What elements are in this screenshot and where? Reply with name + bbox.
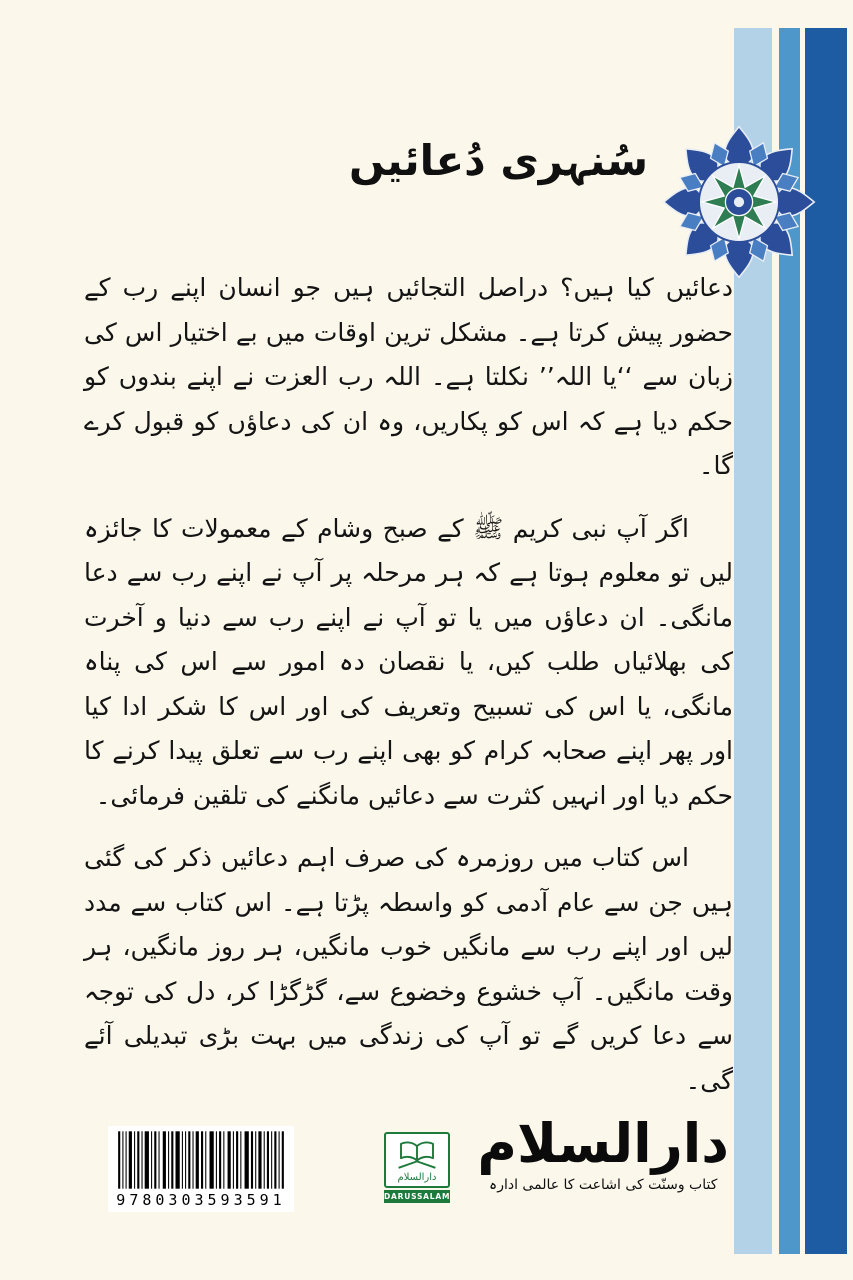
publisher-emblem xyxy=(384,1132,450,1203)
isbn-number: 9780303593591 xyxy=(116,1191,286,1209)
islamic-star-medallion-icon xyxy=(659,122,819,282)
publisher-block xyxy=(477,1114,729,1193)
publisher-emblem-bar xyxy=(384,1190,450,1203)
paragraph-1: دعائیں کیا ہیں؟ دراصل التجائیں ہیں جو انسان اپنے رب کے حضور پیش کرتا ہے۔ مشکل ترین اوقات میں بے اختیار اس کی زبان سے ‘‘یا اللہ’’ نکلتا ہے۔ اللہ رب العزت نے اپنے بندوں کو حکم دیا ہے کہ اس کو پکاریں، وہ ان کی دعاؤں کو قبول کرے گا۔ xyxy=(84,273,733,480)
back-cover-text xyxy=(84,266,733,1121)
book-title: سُنہری دُعائیں xyxy=(348,136,648,185)
publisher-emblem-box xyxy=(384,1132,450,1188)
publisher-tagline: کتاب وسنّت کی اشاعت کا عالمی ادارہ xyxy=(489,1177,718,1194)
barcode xyxy=(116,1131,286,1189)
paragraph-2: اگر آپ نبی کریم ﷺ کے صبح وشام کے معمولات کا جائزہ لیں تو معلوم ہوتا ہے کہ ہر مرحلہ پر آپ نے اپنے رب سے دعا مانگی۔ ان دعاؤں میں یا تو آپ نے اپنے رب سے دنیا و آخرت کی بھلائیاں طلب کیں، یا نقصان دہ امور سے اس کی پناہ مانگی، یا اس کی تسبیح وتعریف کی اور اس کا شکر ادا کیا اور پھر اپنے صحابہ کرام کو بھی اپنے رب سے تعلق پیدا کرنے کا حکم دیا اور انہیں کثرت سے دعائیں مانگنے کی تلقین فرمائی۔ xyxy=(84,513,733,810)
paragraph-3: اس کتاب میں روزمرہ کی صرف اہم دعائیں ذکر کی گئی ہیں جن سے عام آدمی کو واسطہ پڑتا ہے۔ اس کتاب سے مدد لیں اور اپنے رب سے مانگیں خوب مانگیں، ہر روز مانگیں، ہر وقت مانگیں۔ آپ خشوع وخضوع سے، گڑگڑا کر، دل کی توجہ سے دعا کریں گے تو آپ کی زندگی میں بہت بڑی تبدیلی آئے گی۔ xyxy=(84,843,733,1095)
publisher-emblem-urdu: دارالسلام xyxy=(397,1171,437,1183)
barcode-block xyxy=(108,1126,294,1212)
quran-on-stand-icon xyxy=(393,1138,441,1172)
publisher-name-urdu: دارالسلام xyxy=(477,1112,729,1175)
publisher-emblem-latin: DARUSSALAM xyxy=(384,1192,451,1201)
